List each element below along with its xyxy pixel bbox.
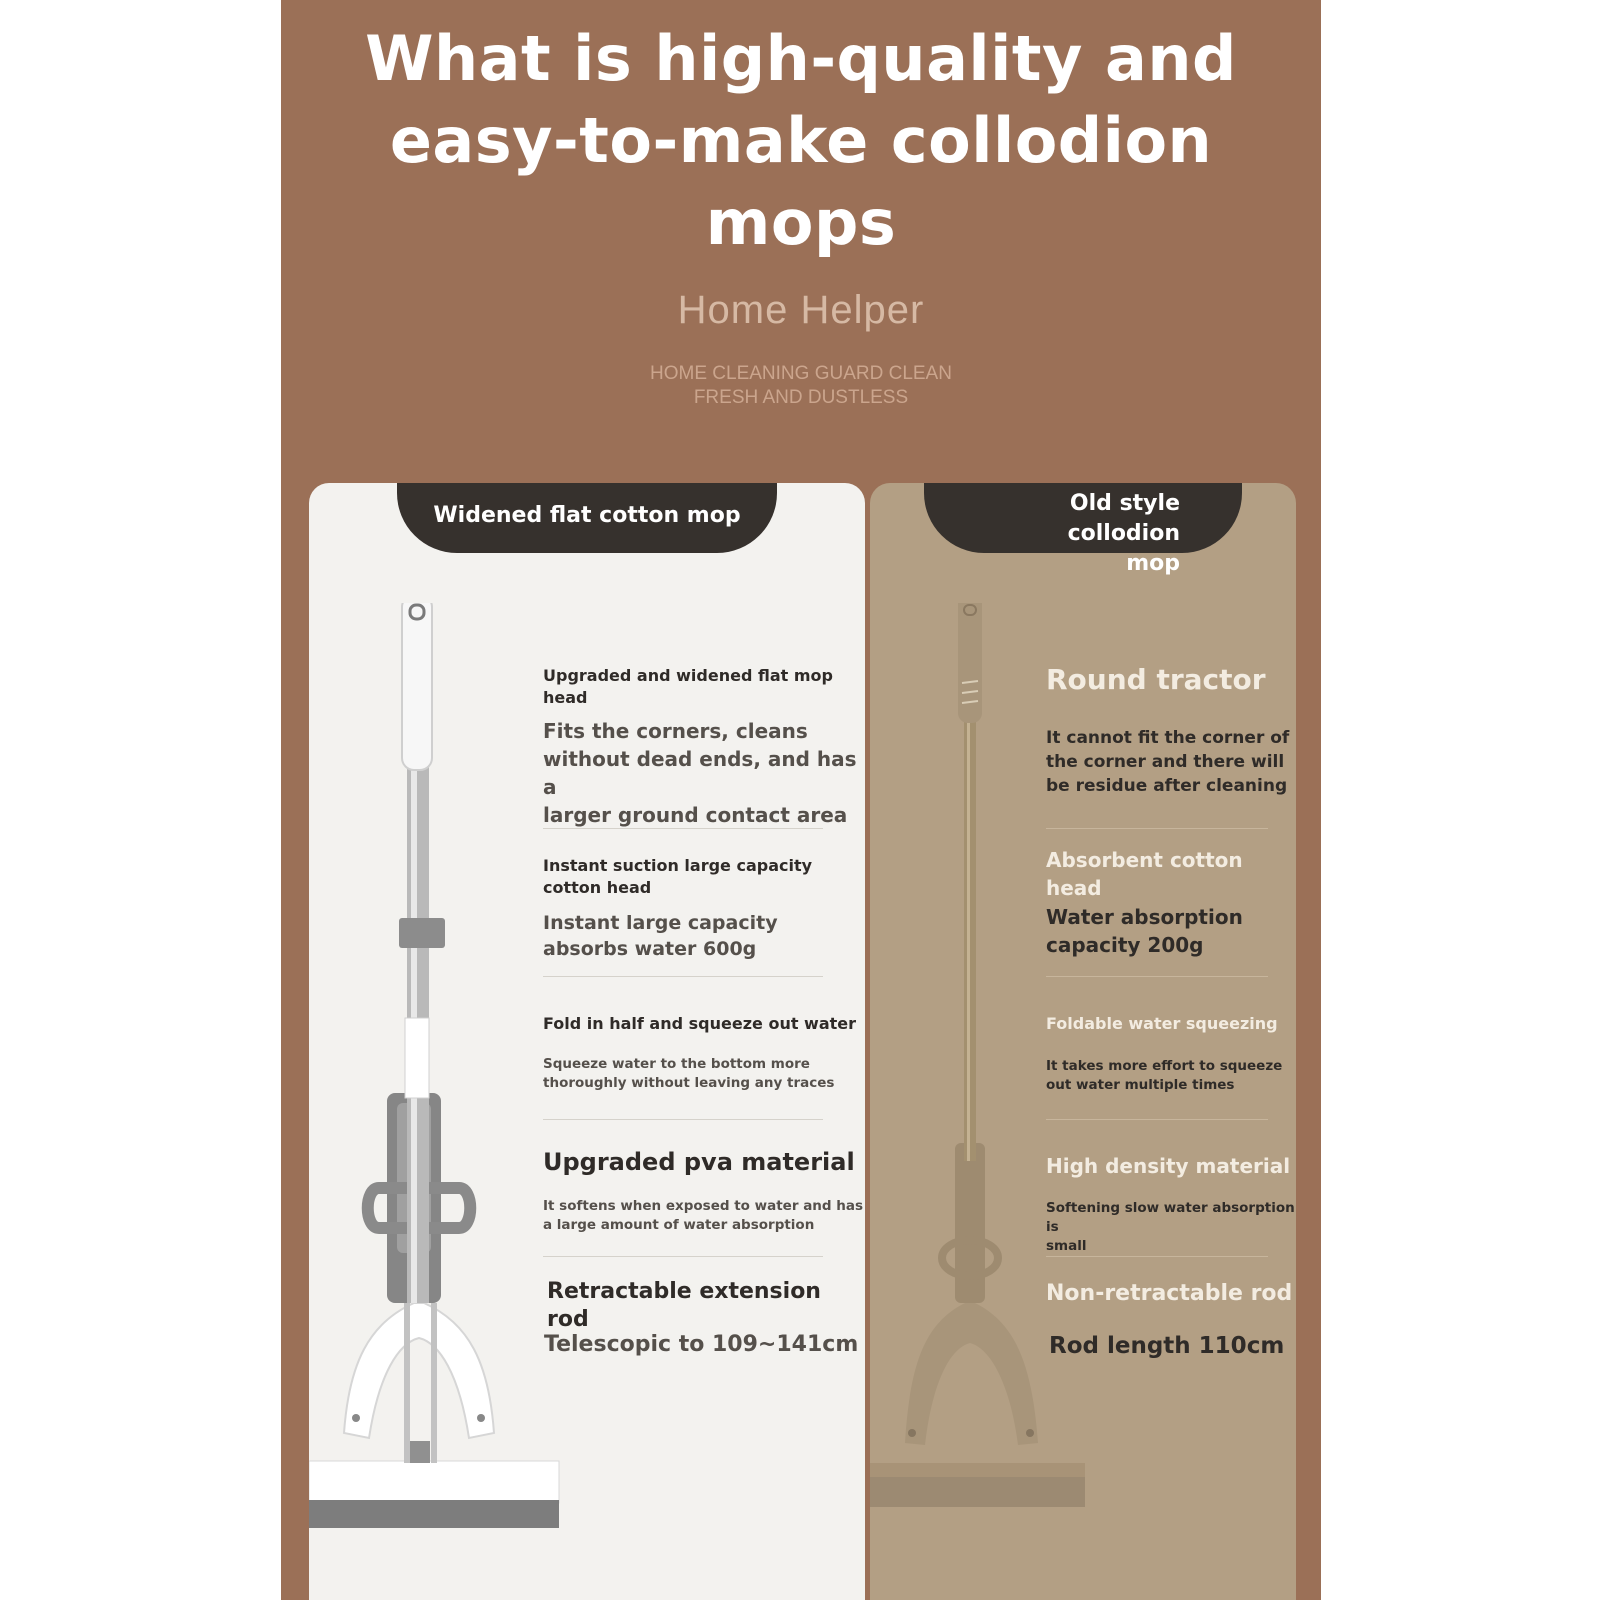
heading-line: Old style collodion <box>1067 491 1180 546</box>
feature-title-line: Instant suction large capacity <box>543 856 813 875</box>
feature-desc-line: Water absorption <box>1046 905 1243 929</box>
feature-title-line: Non-retractable rod <box>1046 1281 1293 1306</box>
new-mop-heading: Widened flat cotton mop <box>397 483 777 553</box>
feature-description <box>1049 1332 1284 1360</box>
feature-desc-line: It softens when exposed to water and has <box>543 1198 864 1214</box>
feature-title-line: head <box>1046 876 1102 900</box>
divider <box>1046 976 1268 977</box>
feature-title <box>1046 1280 1292 1308</box>
feature-title-line: Fold in half and squeeze out water <box>543 1014 857 1033</box>
feature-title <box>543 665 833 709</box>
feature-desc-line: It takes more effort to squeeze <box>1046 1058 1283 1074</box>
feature-description <box>543 1197 863 1235</box>
feature-title-line: Upgraded pva material <box>543 1148 855 1176</box>
title-line: easy-to-make collodion <box>389 104 1213 177</box>
feature-desc-line: Fits the corners, cleans <box>543 719 808 743</box>
feature-description <box>543 1055 834 1093</box>
feature-title <box>543 1147 855 1177</box>
feature-title <box>543 855 812 899</box>
feature-description <box>543 717 865 829</box>
divider <box>543 1256 823 1257</box>
feature-title-line: Absorbent cotton <box>1046 848 1243 872</box>
feature-desc-line: the corner and there will <box>1046 752 1285 772</box>
feature-desc-line: out water multiple times <box>1046 1077 1235 1093</box>
divider <box>543 1119 823 1120</box>
divider <box>543 976 823 977</box>
feature-title <box>547 1278 865 1334</box>
old-mop-panel <box>870 483 1296 1600</box>
divider <box>1046 1119 1268 1120</box>
feature-desc-line: a large amount of water absorption <box>543 1217 815 1233</box>
feature-desc-line: thoroughly without leaving any traces <box>543 1075 835 1091</box>
feature-title-line: Upgraded and widened flat mop <box>543 666 833 685</box>
feature-desc-line: It cannot fit the corner of <box>1046 728 1290 748</box>
feature-desc-line: Rod length 110cm <box>1049 1333 1285 1359</box>
feature-title <box>1046 1153 1290 1179</box>
feature-desc-line: be residue after cleaning <box>1046 776 1288 796</box>
feature-description <box>544 1331 858 1359</box>
feature-title-line: cotton head <box>543 878 652 897</box>
feature-desc-line: Telescopic to 109~141cm <box>544 1332 859 1357</box>
tagline-line: FRESH AND DUSTLESS <box>693 387 909 408</box>
feature-desc-line: Squeeze water to the bottom more <box>543 1056 810 1072</box>
feature-desc-line: without dead ends, and has a <box>543 747 857 799</box>
feature-title-line: Foldable water squeezing <box>1046 1014 1278 1033</box>
feature-title-line: Retractable extension rod <box>547 1279 821 1332</box>
feature-title <box>543 1013 856 1035</box>
divider <box>1046 1256 1268 1257</box>
poster <box>281 0 1321 1600</box>
tagline-line: HOME CLEANING GUARD CLEAN <box>650 363 952 384</box>
feature-title <box>1046 1013 1278 1035</box>
feature-desc-line: capacity 200g <box>1046 933 1204 957</box>
title-line: What is high-quality and <box>365 22 1237 95</box>
new-mop-panel <box>309 483 865 1600</box>
heading-line: mop <box>1126 551 1180 576</box>
feature-title <box>1046 663 1266 697</box>
title-line: mops <box>705 186 897 259</box>
feature-description <box>543 910 778 962</box>
feature-desc-line: Instant large capacity <box>543 912 778 934</box>
feature-title-line: Round tractor <box>1046 663 1266 696</box>
feature-title <box>1046 846 1243 902</box>
divider <box>543 828 823 829</box>
feature-description <box>1046 1199 1296 1256</box>
feature-description <box>1046 726 1289 798</box>
feature-description <box>1046 1057 1282 1095</box>
feature-title-line: head <box>543 688 588 707</box>
tagline <box>281 362 1321 410</box>
feature-desc-line: Softening slow water absorption is <box>1046 1200 1295 1235</box>
brand-name: Home Helper <box>677 288 925 332</box>
old-mop-heading <box>924 483 1242 576</box>
feature-desc-line: small <box>1046 1238 1087 1254</box>
feature-description <box>1046 903 1243 959</box>
feature-desc-line: larger ground contact area <box>543 803 848 827</box>
feature-desc-line: absorbs water 600g <box>543 938 757 960</box>
feature-title-line: High density material <box>1046 1154 1291 1178</box>
divider <box>1046 828 1268 829</box>
main-title <box>321 18 1281 264</box>
